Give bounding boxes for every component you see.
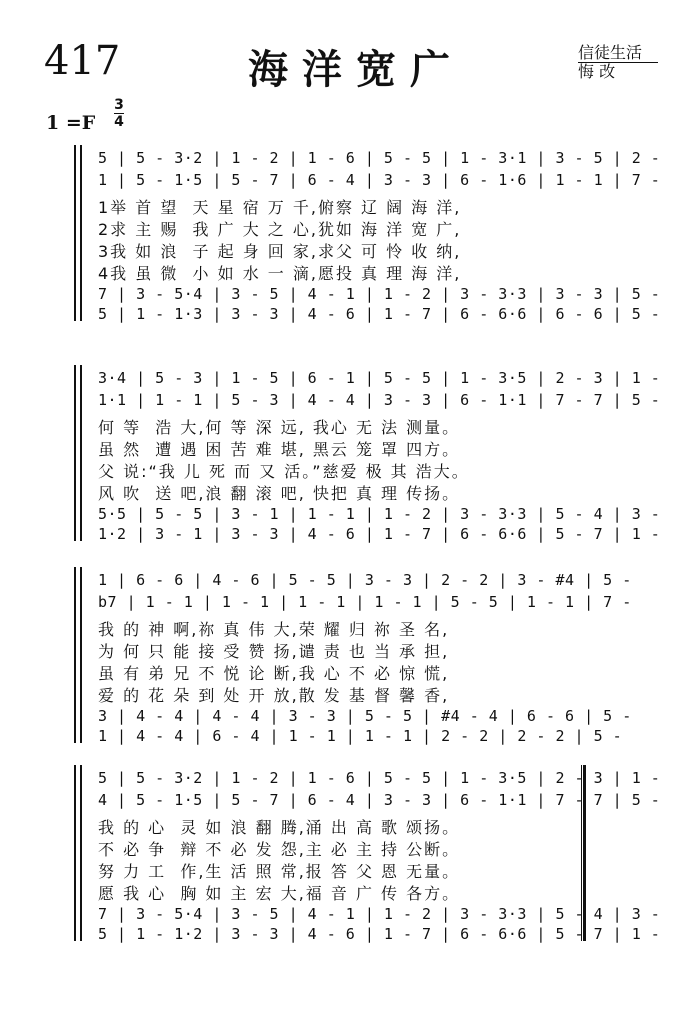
- hymn-number: 417: [44, 38, 121, 84]
- verse-3: 虽 有 弟 兄 不 悦 论 断,我 心 不 必 惊 慌,: [98, 664, 450, 683]
- system-bracket: [74, 365, 81, 541]
- hymn-title: 海洋宽广: [248, 47, 464, 93]
- verse-4: 风 吹 送 吧,浪 翻 滚 吧, 快把 真 理 传扬。: [98, 484, 461, 503]
- music-system-1: [74, 145, 661, 323]
- system-bracket: [74, 765, 81, 941]
- verse-1: 我 的 心 灵 如 浪 翻 腾,涌 出 高 歌 颂扬。: [98, 818, 461, 837]
- verse-2: 虽 然 遭 遇 困 苦 难 堪, 黑云 笼 罩 四方。: [98, 440, 461, 459]
- bass-line: 1 | 4 - 4 | 6 - 4 | 1 - 1 | 1 - 1 | 2 - 2 | 2 - 2 | 5 -: [98, 727, 623, 745]
- music-system-4: [74, 765, 661, 943]
- tenor-line: 3 | 4 - 4 | 4 - 4 | 3 - 3 | 5 - 5 | #4 - 4 | 6 - 6 | 5 -: [98, 707, 632, 725]
- music-system-2: [74, 365, 661, 543]
- alto-line: 1·1 | 1 - 1 | 5 - 3 | 4 - 4 | 3 - 3 | 6 - 1·1 | 7 - 7 | 5 -: [98, 391, 661, 409]
- verse-3: 3我 如 浪 子 起 身 回 家,求父 可 怜 收 纳,: [98, 242, 462, 261]
- verse-2: 2求 主 赐 我 广 大 之 心,犹如 海 洋 宽 广,: [98, 220, 462, 239]
- credit-subcategory: 悔 改: [578, 62, 616, 81]
- alto-line: 4 | 5 - 1·5 | 5 - 7 | 6 - 4 | 3 - 3 | 6 - 1·1 | 7 - 7 | 5 -: [98, 791, 661, 809]
- verse-1: 1举 首 望 天 星 宿 万 千,俯察 辽 阔 海 洋,: [98, 198, 462, 217]
- verse-2: 不 必 争 辩 不 必 发 怨,主 必 主 持 公断。: [98, 840, 461, 859]
- tenor-line: 7 | 3 - 5·4 | 3 - 5 | 4 - 1 | 1 - 2 | 3 - 3·3 | 3 - 3 | 5 -: [98, 285, 661, 303]
- music-system-3: [74, 567, 632, 745]
- soprano-line: 5 | 5 - 3·2 | 1 - 2 | 1 - 6 | 5 - 5 | 1 - 3·5 | 2 - 3 | 1 -: [98, 769, 661, 787]
- bass-line: 5 | 1 - 1·2 | 3 - 3 | 4 - 6 | 1 - 7 | 6 - 6·6 | 5 - 7 | 1 -: [98, 925, 661, 943]
- tenor-line: 5·5 | 5 - 5 | 3 - 1 | 1 - 1 | 1 - 2 | 3 - 3·3 | 5 - 4 | 3 -: [98, 505, 661, 523]
- time-top: 3: [114, 97, 124, 113]
- bass-line: 5 | 1 - 1·3 | 3 - 3 | 4 - 6 | 1 - 7 | 6 - 6·6 | 6 - 6 | 5 -: [98, 305, 661, 323]
- verse-3: 努 力 工 作,生 活 照 常,报 答 父 恩 无量。: [98, 862, 461, 881]
- verse-1: 我 的 神 啊,祢 真 伟 大,荣 耀 归 祢 圣 名,: [98, 620, 450, 639]
- soprano-line: 1 | 6 - 6 | 4 - 6 | 5 - 5 | 3 - 3 | 2 - 2 | 3 - #4 | 5 -: [98, 571, 632, 589]
- alto-line: 1 | 5 - 1·5 | 5 - 7 | 6 - 4 | 3 - 3 | 6 - 1·6 | 1 - 1 | 7 -: [98, 171, 661, 189]
- soprano-line: 5 | 5 - 3·2 | 1 - 2 | 1 - 6 | 5 - 5 | 1 - 3·1 | 3 - 5 | 2 -: [98, 149, 661, 167]
- verse-2: 为 何 只 能 接 受 赞 扬,谴 责 也 当 承 担,: [98, 642, 450, 661]
- bass-line: 1·2 | 3 - 1 | 3 - 3 | 4 - 6 | 1 - 7 | 6 - 6·6 | 5 - 7 | 1 -: [98, 525, 661, 543]
- tenor-line: 7 | 3 - 5·4 | 3 - 5 | 4 - 1 | 1 - 2 | 3 - 3·3 | 5 - 4 | 3 -: [98, 905, 661, 923]
- system-bracket: [74, 567, 81, 743]
- system-bracket: [74, 145, 81, 321]
- verse-4: 4我 虽 微 小 如 水 一 滴,愿投 真 理 海 洋,: [98, 264, 462, 283]
- soprano-line: 3·4 | 5 - 3 | 1 - 5 | 6 - 1 | 5 - 5 | 1 - 3·5 | 2 - 3 | 1 -: [98, 369, 661, 387]
- time-signature: [114, 98, 124, 129]
- verse-3: 父 说:“我 儿 死 而 又 活。”慈爱 极 其 浩大。: [98, 462, 470, 481]
- verse-1: 何 等 浩 大,何 等 深 远, 我心 无 法 测量。: [98, 418, 461, 437]
- credit-box: [578, 44, 658, 81]
- key-signature: 1 =F: [46, 112, 96, 134]
- credit-category: 信徒生活: [578, 44, 658, 63]
- alto-line: b7 | 1 - 1 | 1 - 1 | 1 - 1 | 1 - 1 | 5 - 5 | 1 - 1 | 7 -: [98, 593, 632, 611]
- verse-4: 爱 的 花 朵 到 处 开 放,散 发 基 督 馨 香,: [98, 686, 450, 705]
- verse-4: 愿 我 心 胸 如 主 宏 大,福 音 广 传 各方。: [98, 884, 461, 903]
- time-bottom: 4: [114, 114, 124, 130]
